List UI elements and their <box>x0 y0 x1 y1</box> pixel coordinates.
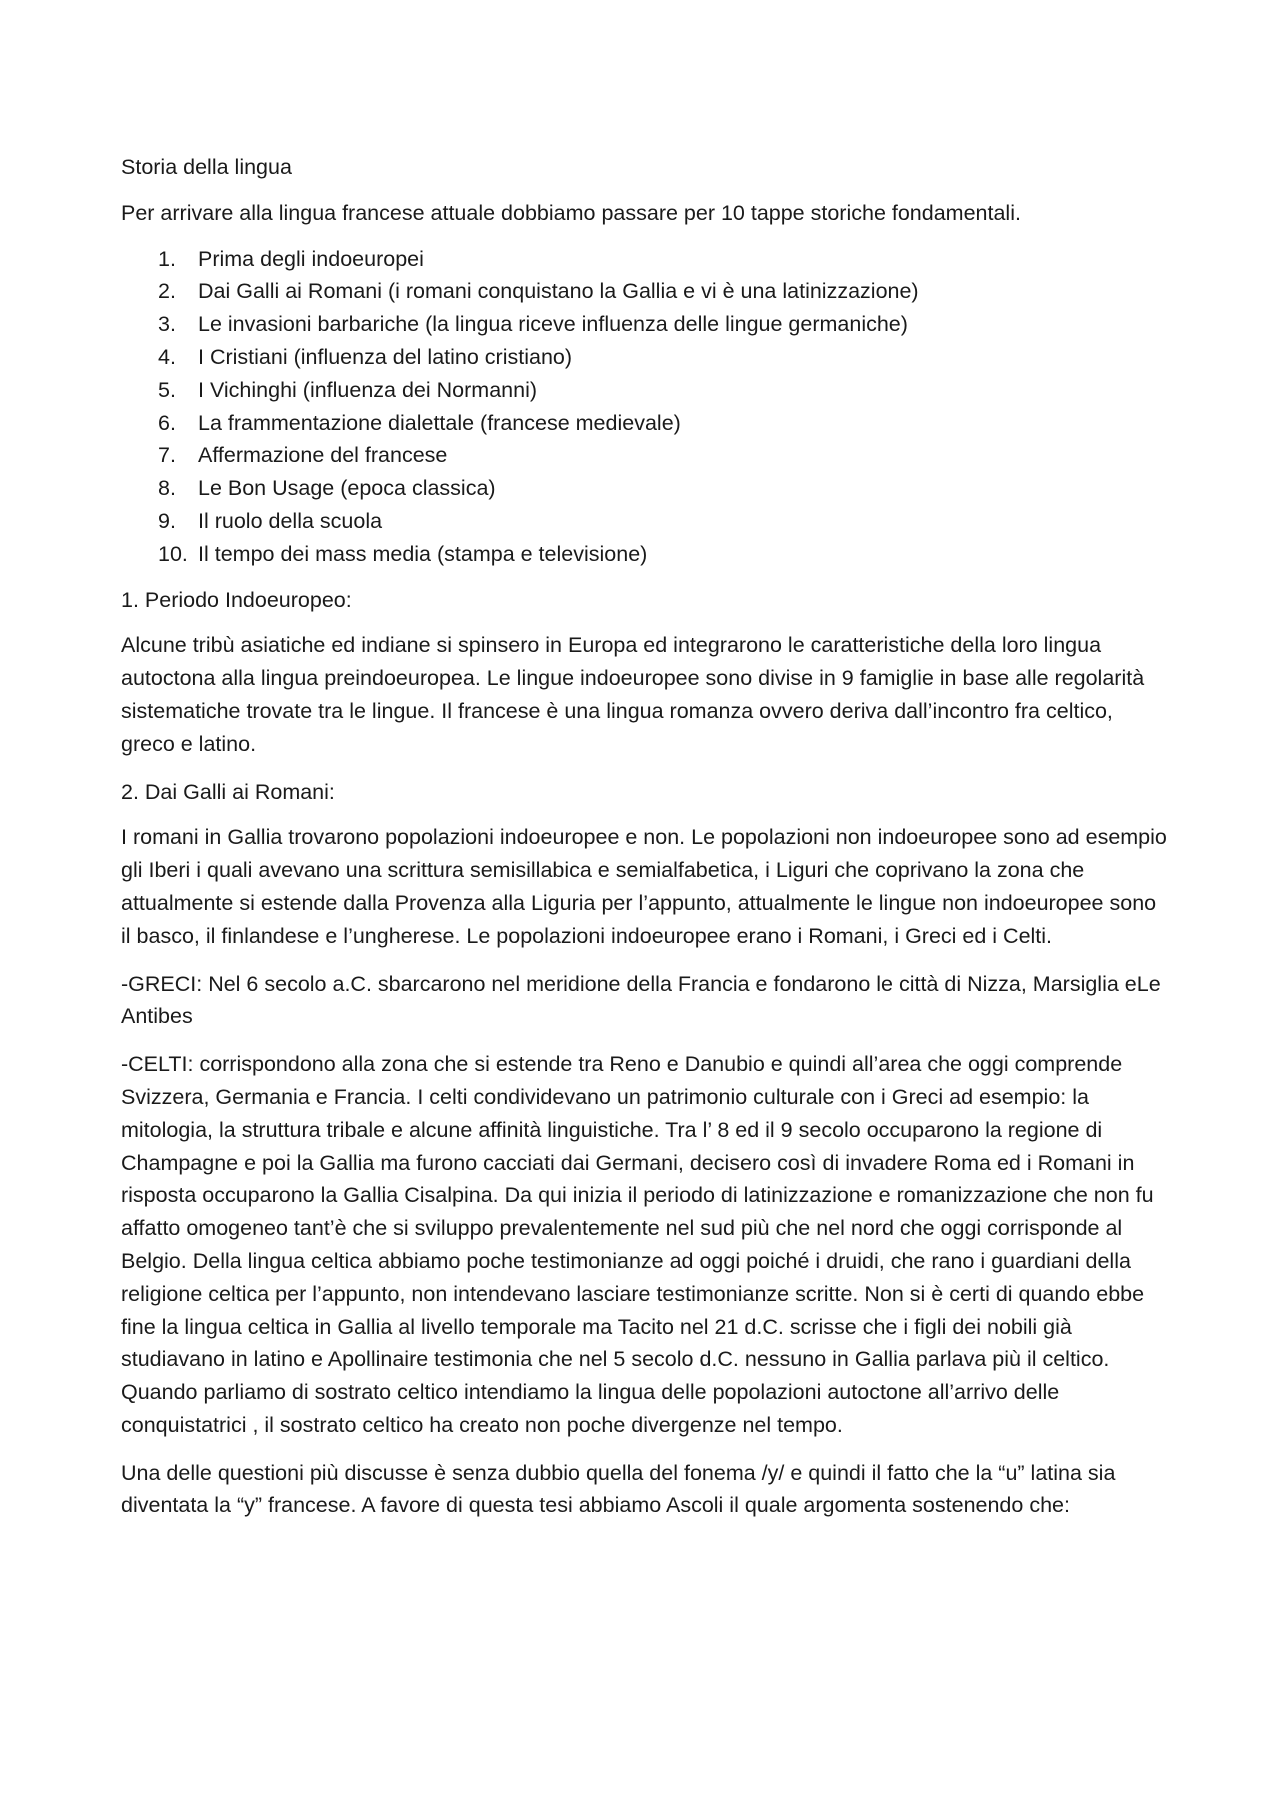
fonema-paragraph: Una delle questioni più discusse è senza dubbio quella del fonema /y/ e quindi il fatto che la “u” latina sia diventata la “y” francese. A favore di questa tesi abbiamo Ascoli il quale argomenta sostenendo che: <box>121 1460 1116 1518</box>
list-item <box>121 341 1171 374</box>
list-item-text: Prima degli indoeuropei <box>198 246 424 271</box>
list-item <box>121 439 1171 472</box>
list-item <box>121 505 1171 538</box>
section-paragraph-galli-romani: I romani in Gallia trovarono popolazioni indoeuropee e non. Le popolazioni non indoeuropee sono ad esempio gli Iberi i quali avevano una scrittura semisillabica e semialfabetica, i Liguri che coprivano la zona che attualmente si estende dalla Provenza alla Liguria per l’appunto, attualmente le lingue non indoeuropee sono il basco, il finlandese e l’ungherese. Le popolazioni indoeuropee erano i Romani, i Greci ed i Celti. <box>121 825 1167 948</box>
list-item-number: 5. <box>158 377 176 402</box>
list-item-number: 6. <box>158 410 176 435</box>
list-item-number: 9. <box>158 508 176 533</box>
list-item-number: 3. <box>158 312 176 337</box>
document-body <box>121 151 1171 1537</box>
section-heading-indoeuropeo: 1. Periodo Indoeuropeo: <box>121 587 352 612</box>
list-item-number: 10. <box>158 541 188 566</box>
list-item-number: 1. <box>158 246 176 271</box>
list-item-text: Affermazione del francese <box>198 443 448 468</box>
list-item-number: 8. <box>158 476 176 501</box>
intro-paragraph: Per arrivare alla lingua francese attuale dobbiamo passare per 10 tappe storiche fondamentali. <box>121 200 1021 225</box>
section-heading-galli-romani: 2. Dai Galli ai Romani: <box>121 779 335 804</box>
list-item-number: 2. <box>158 279 176 304</box>
celti-paragraph: -CELTI: corrispondono alla zona che si estende tra Reno e Danubio e quindi all’area che oggi comprende Svizzera, Germania e Francia. I celti condividevano un patrimonio culturale con i Greci ad esempio: la mitologia, la struttura tribale e alcune affinità linguistiche. Tra l’ 8 ed il 9 secolo occuparono la regione di Champagne e poi la Gallia ma furono cacciati dai Germani, decisero così di invadere Roma ed i Romani in risposta occuparono la Gallia Cisalpina. Da qui inizia il periodo di latinizzazione e romanizzazione che non fu affatto omogeneo tant’è che si sviluppo prevalentemente nel sud più che nel nord che oggi corrisponde al Belgio. Della lingua celtica abbiamo poche testimonianze ad oggi poiché i druidi, che rano i guardiani della religione celtica per l’appunto, non intendevano lasciare testimonianze scritte. Non si è certi di quando ebbe fine la lingua celtica in Gallia al livello temporale ma Tacito nel 21 d.C. scrisse che i figli dei nobili già studiavano in latino e Apollinaire testimonia che nel 5 secolo d.C. nessuno in Gallia parlava più il celtico. Quando parliamo di sostrato celtico intendiamo la lingua delle popolazioni autoctone all’arrivo delle conquistatrici , il sostrato celtico ha creato non poche divergenze nel tempo. <box>121 1052 1154 1437</box>
section-paragraph-indoeuropeo: Alcune tribù asiatiche ed indiane si spinsero in Europa ed integrarono le caratteristiche della loro lingua autoctona alla lingua preindoeuropea. Le lingue indoeuropee sono divise in 9 famiglie in base alle regolarità sistematiche trovate tra le lingue. Il francese è una lingua romanza ovvero deriva dall’incontro fra celtico, greco e latino. <box>121 633 1145 756</box>
list-item-text: I Vichinghi (influenza dei Normanni) <box>198 377 538 402</box>
list-item <box>121 308 1171 341</box>
document-title: Storia della lingua <box>121 155 292 179</box>
list-item <box>121 374 1171 407</box>
list-item <box>121 472 1171 505</box>
list-item-text: Le invasioni barbariche (la lingua riceve influenza delle lingue germaniche) <box>198 312 908 337</box>
list-item <box>121 243 1171 276</box>
list-item-text: Dai Galli ai Romani (i romani conquistano la Gallia e vi è una latinizzazione) <box>198 279 919 304</box>
list-item <box>121 538 1171 571</box>
list-item <box>121 407 1171 440</box>
list-item-number: 7. <box>158 443 176 468</box>
list-item-text: Il ruolo della scuola <box>198 508 383 533</box>
steps-list <box>121 243 1171 571</box>
greci-paragraph: -GRECI: Nel 6 secolo a.C. sbarcarono nel meridione della Francia e fondarono le città di Nizza, Marsiglia eLe Antibes <box>121 971 1161 1029</box>
list-item-number: 4. <box>158 344 176 369</box>
list-item <box>121 275 1171 308</box>
list-item-text: Il tempo dei mass media (stampa e televisione) <box>198 541 648 566</box>
list-item-text: La frammentazione dialettale (francese medievale) <box>198 410 681 435</box>
list-item-text: I Cristiani (influenza del latino cristiano) <box>198 344 573 369</box>
list-item-text: Le Bon Usage (epoca classica) <box>198 476 496 501</box>
